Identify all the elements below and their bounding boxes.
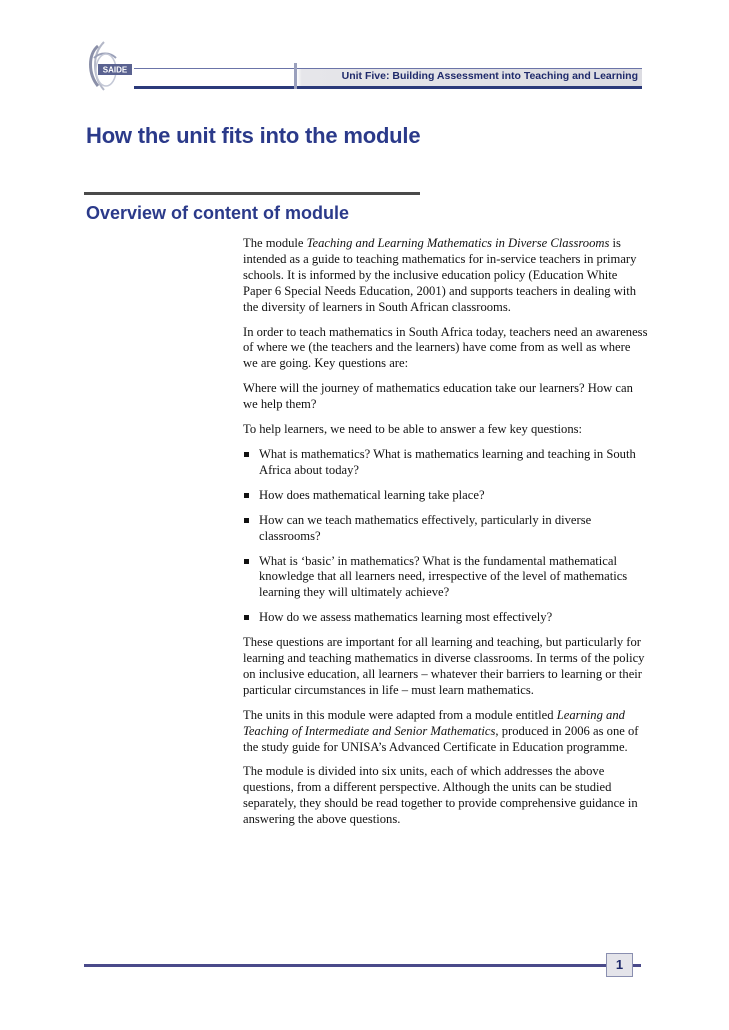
paragraph-5: These questions are important for all learning and teaching, but particularly for learning and teaching mathematics in diverse classrooms. In terms of the policy on inclusive education, all learners – whatever their barriers to learning or their particular circumstances in life – must learn mathematics. bbox=[243, 635, 645, 697]
list-item-text: How does mathematical learning take place? bbox=[259, 487, 485, 502]
header-divider bbox=[294, 63, 297, 89]
list-item-text: How can we teach mathematics effectively, particularly in diverse classrooms? bbox=[259, 512, 592, 543]
section-rule bbox=[84, 192, 420, 195]
logo-text: SAIDE bbox=[102, 65, 128, 75]
paragraph-3: Where will the journey of mathematics education take our learners? How can we help them? bbox=[243, 381, 633, 412]
key-questions-list bbox=[243, 447, 648, 626]
page-number: 1 bbox=[606, 953, 633, 977]
section-heading: Overview of content of module bbox=[86, 203, 350, 223]
bullet-icon bbox=[244, 452, 249, 457]
bullet-icon bbox=[244, 559, 249, 564]
list-item bbox=[243, 554, 648, 602]
paragraph-7: The module is divided into six units, each of which addresses the above questions, from a different perspective. Although the units can be studied separately, they should be read together to provide comprehensive guidance in answering the above questions. bbox=[243, 764, 638, 827]
bullet-icon bbox=[244, 518, 249, 523]
bullet-icon bbox=[244, 615, 249, 620]
header-title: Unit Five: Building Assessment into Teaching and Learning bbox=[341, 70, 638, 82]
list-item-text: What is ‘basic’ in mathematics? What is the fundamental mathematical knowledge that all learners need, irrespective of the level of mathematics learning they will ultimately achieve? bbox=[259, 553, 628, 600]
list-item bbox=[243, 447, 648, 479]
p1-text-end: is intended as a guide to teaching mathematics for in-service teachers in primary schools. It is informed by the inclusive education policy (Education White Paper 6 Special Needs Education, 2001) and supports teachers in dealing with the diversity of learners in South African classrooms. bbox=[243, 236, 637, 314]
paragraph-2: In order to teach mathematics in South Africa today, teachers need an awareness of where we (the teachers and the learners) have come from as well as where we are going. Key questions are: bbox=[243, 324, 648, 371]
page-heading: How the unit fits into the module bbox=[86, 123, 421, 148]
list-item bbox=[243, 513, 648, 545]
module-title: Teaching and Learning Mathematics in Diverse Classrooms bbox=[306, 236, 610, 250]
paragraph-4: To help learners, we need to be able to answer a few key questions: bbox=[243, 422, 583, 437]
list-item bbox=[243, 610, 648, 626]
saide-logo bbox=[84, 40, 134, 96]
p6-text: The units in this module were adapted from a module entitled bbox=[243, 707, 557, 722]
list-item bbox=[243, 488, 648, 504]
p1-text: The module bbox=[243, 236, 307, 250]
body-text bbox=[243, 236, 648, 837]
p6-text-end: , produced in 2006 as one of the study guide for UNISA’s Advanced Certificate in Education programme. bbox=[243, 723, 639, 754]
running-header bbox=[134, 68, 642, 89]
paragraph-1 bbox=[243, 236, 648, 316]
footer-rule bbox=[84, 964, 641, 967]
list-item-text: What is mathematics? What is mathematics learning and teaching in South Africa about today? bbox=[259, 446, 636, 477]
bullet-icon bbox=[244, 493, 249, 498]
source-module-title: Learning and Teaching of Intermediate and Senior Mathematics bbox=[243, 707, 625, 738]
paragraph-6 bbox=[243, 708, 648, 756]
list-item-text: How do we assess mathematics learning most effectively? bbox=[259, 610, 553, 625]
